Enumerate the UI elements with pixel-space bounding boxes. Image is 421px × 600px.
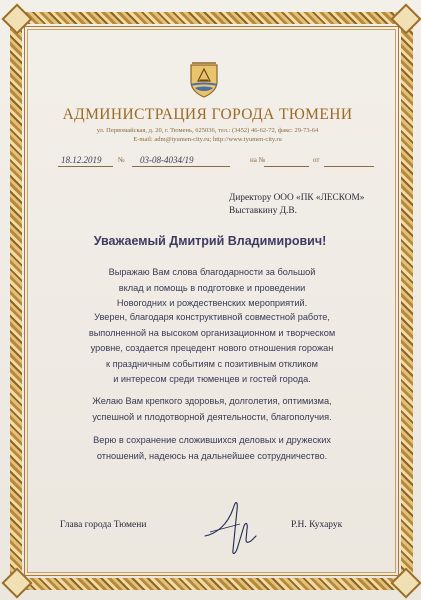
city-coat-of-arms-icon [189, 62, 219, 98]
paragraph-line: вклад и помощь в подготовке и проведении [118, 282, 306, 293]
paragraph-gratitude [54, 265, 370, 312]
number-underline [132, 166, 230, 167]
letterhead-contacts: E-mail: adm@tyumen-city.ru; http://www.tyumen-city.ru [133, 136, 282, 143]
handwritten-signature [200, 496, 260, 558]
from-underline [324, 166, 374, 167]
number-sign: № [118, 156, 125, 164]
signatory-name: Р.Н. Кухарук [291, 520, 343, 530]
salutation: Уважаемый Дмитрий Владимирович! [93, 234, 327, 248]
letter-number: 03-08-4034/19 [140, 155, 194, 165]
paragraph-line: Новогодних и рождественских мероприятий. [116, 298, 308, 308]
organization-title: АДМИНИСТРАЦИЯ ГОРОДА ТЮМЕНИ [62, 106, 353, 123]
reference-label: на № [250, 156, 266, 164]
paragraph-wishes [54, 394, 370, 425]
paragraph-line: отношений, надеюсь на дальнейшее сотрудничество. [96, 450, 328, 461]
paragraph-line: к праздничным событиям с позитивным откликом [106, 358, 318, 369]
paragraph-line: Желаю Вам крепкого здоровья, долголетия, оптимизма, [92, 396, 332, 406]
paragraph-line: Верю в сохранение сложившихся деловых и дружеских [93, 435, 331, 445]
paragraph-line: выполненной на высоком организационном и творческом [88, 327, 336, 338]
addressee-block [229, 192, 364, 218]
signatory-position: Глава города Тюмени [60, 520, 147, 530]
paragraph-cooperation [54, 310, 370, 388]
paragraph-line: успешной и плодотворной деятельности, благополучия. [92, 411, 332, 422]
addressee-name: Выставкину Д.В. [229, 206, 297, 216]
paragraph-line: и интересом среди тюменцев и гостей города. [113, 374, 311, 384]
date-underline [58, 166, 113, 167]
paragraph-line: Уверен, благодаря конструктивной совместной работе, [94, 312, 330, 322]
letterhead-address: ул. Первомайская, д. 20, г. Тюмень, 625036, тел.: (3452) 46-62-72, факс: 29-73-64 [96, 127, 319, 134]
from-label: от [313, 156, 320, 164]
registration-line [58, 155, 381, 169]
paragraph-closing [54, 433, 370, 464]
letter-date: 18.12.2019 [61, 155, 102, 165]
ref-underline [264, 166, 309, 167]
paragraph-line: Выражаю Вам слова благодарности за большой [108, 267, 316, 277]
addressee-position: Директору ООО «ПК «ЛЕСКОМ» [229, 193, 365, 203]
paragraph-line: уровне, создается прецедент нового отношения горожан [90, 343, 334, 353]
